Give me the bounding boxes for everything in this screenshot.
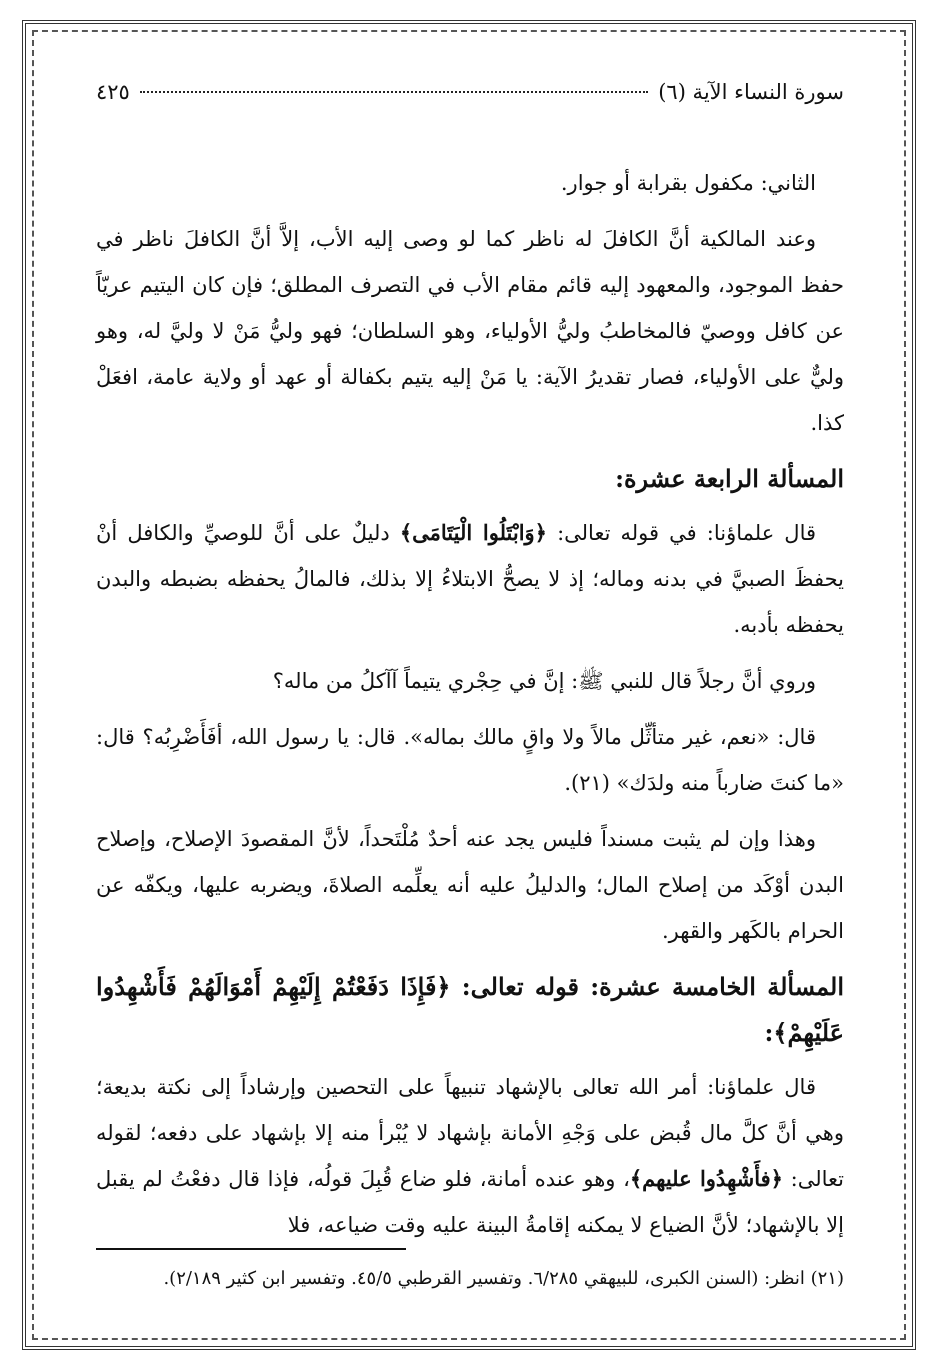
heading-15-colon: : bbox=[764, 1018, 774, 1047]
running-header bbox=[96, 80, 844, 124]
quran-quote: ﴿وَابْتَلُوا الْيَتَامَى﴾ bbox=[399, 520, 547, 545]
paragraph-3-text-a: قال علماؤنا: في قوله تعالى: bbox=[547, 521, 817, 545]
footnote: (٢١) انظر: (السنن الكبرى، للبيهقي ٦/٢٨٥. وتفسير القرطبي ٤٥/٥. وتفسير ابن كثير ٢/١٨٩). bbox=[163, 1268, 844, 1289]
heading-15-text: المسألة الخامسة عشرة: قوله تعالى: bbox=[450, 972, 845, 1001]
quran-quote: ﴿فَإِذَا دَفَعْتُمْ إِلَيْهِمْ أَمْوَالَهُمْ فَأَشْهِدُوا عَلَيْهِمْ﴾ bbox=[96, 972, 844, 1047]
document-page bbox=[96, 80, 844, 1340]
paragraph-2: وعند المالكية أنَّ الكافلَ له ناظر كما لو وصى إليه الأب، إلاَّ أنَّ الكافلَ ناظر في حفظ الموجود، والمعهود إليه قائم مقام الأب في التصرف المطلق؛ فإن كان اليتيم عريّاً عن كافل ووصيّ فالمخاطبُ وليُّ الأولياء، وهو السلطان؛ فهو وليُّ مَنْ لا وليَّ له، وهو وليٌّ على الأولياء، فصار تقديرُ الآية: يا مَنْ إليه يتيم بكفالة أو عهد أو ولاية عامة، افعَلْ كذا. bbox=[96, 227, 844, 435]
paragraph-3-text-b: دليلٌ على أنَّ للوصيِّ والكافل أنْ يحفظَ الصبيَّ في بدنه وماله؛ إذ لا يصحُّ الابتلاءُ إلا بذلك، فالمالُ يحفظه بضبطه والبدن يحفظه بأدبه. bbox=[96, 521, 844, 637]
footnote-separator bbox=[96, 1248, 406, 1250]
section-heading-15 bbox=[96, 964, 844, 1056]
header-dot-leader bbox=[140, 91, 648, 93]
paragraph-5: قال: «نعم، غير متأثِّل مالاً ولا واقٍ مالك بماله». قال: يا رسول الله، أفَأَضْرِبُه؟ قال: «ما كنتَ ضارباً منه ولدَك» (٢١). bbox=[96, 725, 844, 795]
paragraph-3 bbox=[96, 510, 844, 648]
paragraph-7-text-b: ، وهو عنده أمانة، فلو ضاع قُبِلَ قولُه، فإذا قال دفعْتُ لم يقبل إلا بالإشهاد؛ لأنَّ الضياع لا يمكنه إقامةُ البينة عليه وقت ضياعه، فلا bbox=[96, 1167, 844, 1237]
paragraph-4: وروي أنَّ رجلاً قال للنبي ﷺ: إنَّ في حِجْري يتيماً آآكلُ من ماله؟ bbox=[272, 669, 816, 693]
paragraph-1: الثاني: مكفول بقرابة أو جوار. bbox=[560, 171, 816, 195]
quran-quote: ﴿فأَشْهِدُوا عليهم﴾ bbox=[629, 1166, 783, 1191]
section-heading-14: المسألة الرابعة عشرة: bbox=[615, 464, 844, 493]
paragraph-7 bbox=[96, 1064, 844, 1248]
paragraph-6: وهذا وإن لم يثبت مسنداً فليس يجد عنه أحدٌ مُلْتَحداً، لأنَّ المقصودَ الإصلاح، وإصلاح البدن أوْكَد من إصلاح المال؛ والدليلُ عليه أنه يعلِّمه الصلاةَ، ويضربه عليها، ويكفّه عن الحرام بالكَهر والقهر. bbox=[96, 827, 844, 943]
header-title: سورة النساء الآية (٦) bbox=[658, 80, 844, 104]
paragraph-7-text-a: قال علماؤنا: أمر الله تعالى بالإشهاد تنبيهاً على التحصين وإرشاداً إلى نكتة بديعة؛ وهي أنَّ كلَّ مال قُبض على وَجْهِ الأمانة بإشهاد لا يُبْرأ منه إلا بإشهاد على دفعه؛ لقوله تعالى: bbox=[96, 1075, 845, 1191]
page-number: ٤٢٥ bbox=[96, 80, 130, 104]
